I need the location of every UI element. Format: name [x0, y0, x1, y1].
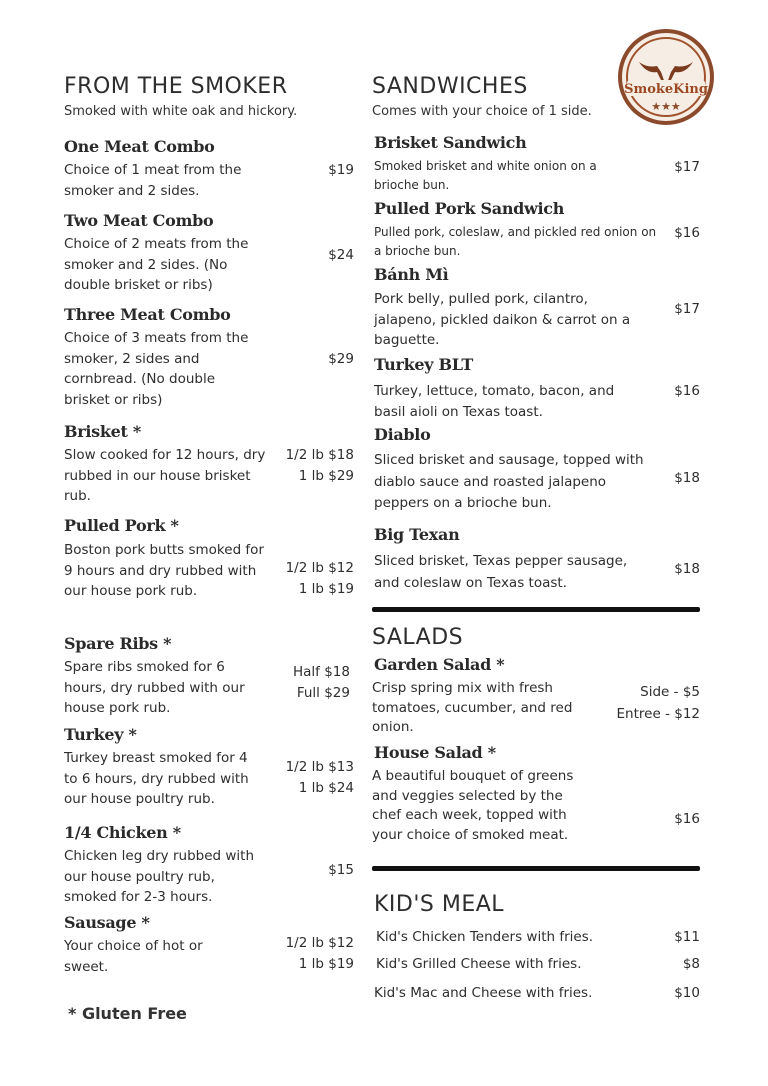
menu-item-title: Big Texan [374, 525, 460, 544]
menu-item-description: Choice of 1 meat from the smoker and 2 sides. [64, 162, 242, 199]
menu-item-description: Choice of 3 meats from the smoker, 2 sides and cornbread. (No double brisket or ribs) [64, 330, 249, 408]
section-divider [372, 607, 700, 612]
menu-item-title: Diablo [374, 425, 431, 444]
sandwiches-section-subtitle: Comes with your choice of 1 side. [372, 104, 592, 119]
menu-item-title: Brisket Sandwich [374, 133, 527, 152]
kids-menu-price: $8 [682, 956, 700, 972]
menu-item-title: Spare Ribs * [64, 634, 172, 653]
menu-item-price: Side - $5 Entree - $12 [616, 684, 700, 722]
menu-item-price: $18 [674, 470, 700, 486]
menu-item-description: Turkey breast smoked for 4 to 6 hours, dry rubbed with our house poultry rub. [64, 750, 249, 807]
menu-item-description: Pork belly, pulled pork, cilantro, jalapeno, pickled daikon & carrot on a baguette. [374, 291, 631, 348]
menu-item-title: Garden Salad * [374, 655, 505, 674]
menu-item-description: Sliced brisket and sausage, topped with diablo sauce and roasted jalapeno peppers on a brioche bun. [374, 452, 644, 511]
menu-item-title: Three Meat Combo [64, 305, 231, 324]
menu-item-price: 1/2 lb $12 1 lb $19 [285, 935, 354, 972]
menu-item-title: Bánh Mì [374, 265, 449, 284]
logo-text: SmokeKing [624, 82, 708, 97]
menu-item-title: Brisket * [64, 422, 141, 441]
menu-item-description: Smoked brisket and white onion on a brioche bun. [374, 159, 597, 192]
menu-item-price: $16 [674, 225, 700, 241]
menu-item-description: Chicken leg dry rubbed with our house poultry rub, smoked for 2-3 hours. [64, 848, 255, 905]
menu-item-price: $17 [674, 159, 700, 175]
kids-menu-item: Kid's Chicken Tenders with fries. [376, 929, 594, 945]
kids-menu-item: Kid's Grilled Cheese with fries. [376, 956, 582, 972]
menu-item-title: House Salad * [374, 743, 496, 762]
menu-item-description: Choice of 2 meats from the smoker and 2 sides. (No double brisket or ribs) [64, 236, 249, 293]
menu-item-description: Slow cooked for 12 hours, dry rubbed in our house brisket rub. [64, 447, 266, 504]
menu-item-price: $19 [328, 162, 354, 178]
menu-item-title: Sausage * [64, 913, 150, 932]
menu-item-description: Boston pork butts smoked for 9 hours and dry rubbed with our house pork rub. [64, 542, 264, 599]
menu-item-description: Spare ribs smoked for 6 hours, dry rubbed with our house pork rub. [64, 659, 245, 716]
menu-item-description: Sliced brisket, Texas pepper sausage, and coleslaw on Texas toast. [374, 553, 628, 591]
sandwiches-section-title: SANDWICHES [372, 74, 528, 99]
menu-item-price: 1/2 lb $12 1 lb $19 [285, 560, 354, 597]
menu-item-title: One Meat Combo [64, 137, 215, 156]
kids-menu-item: Kid's Mac and Cheese with fries. [374, 985, 593, 1001]
menu-item-title: Pulled Pork Sandwich [374, 199, 565, 218]
menu-item-description: Turkey, lettuce, tomato, bacon, and basil aioli on Texas toast. [374, 383, 615, 420]
menu-item-price: $16 [674, 383, 700, 399]
gluten-free-footnote: * Gluten Free [68, 1004, 187, 1023]
menu-item-price: 1/2 lb $18 1 lb $29 [285, 447, 354, 484]
menu-item-description: A beautiful bouquet of greens and veggies selected by the chef each week, topped with your choice of smoked meat. [372, 768, 574, 843]
menu-item-title: 1/4 Chicken * [64, 823, 181, 842]
kids-section-title: KID'S MEAL [374, 892, 505, 917]
section-divider [372, 866, 700, 871]
menu-item-price: $16 [674, 811, 700, 827]
smokeking-logo [617, 28, 715, 126]
menu-item-price: $17 [674, 301, 700, 317]
kids-menu-price: $10 [674, 985, 700, 1001]
menu-item-description: Crisp spring mix with fresh tomatoes, cucumber, and red onion. [372, 680, 573, 735]
kids-menu-price: $11 [674, 929, 700, 945]
menu-item-price: 1/2 lb $13 1 lb $24 [285, 759, 354, 796]
smoker-section-subtitle: Smoked with white oak and hickory. [64, 104, 298, 119]
menu-item-title: Turkey * [64, 725, 137, 744]
menu-item-title: Turkey BLT [374, 355, 474, 374]
menu-item-price: $29 [328, 351, 354, 367]
menu-item-price: $15 [328, 862, 354, 878]
menu-item-description: Your choice of hot or sweet. [64, 938, 203, 975]
salads-section-title: SALADS [372, 625, 464, 650]
menu-item-price: Half $18 Full $29 [293, 664, 350, 701]
menu-item-price: $18 [674, 561, 700, 577]
menu-item-title: Pulled Pork * [64, 516, 179, 535]
smoker-section-title: FROM THE SMOKER [64, 74, 288, 99]
menu-item-description: Pulled pork, coleslaw, and pickled red onion on a brioche bun. [374, 225, 657, 258]
logo-stars: ★★★ [651, 100, 681, 113]
menu-item-price: $24 [328, 247, 354, 263]
menu-item-title: Two Meat Combo [64, 211, 214, 230]
